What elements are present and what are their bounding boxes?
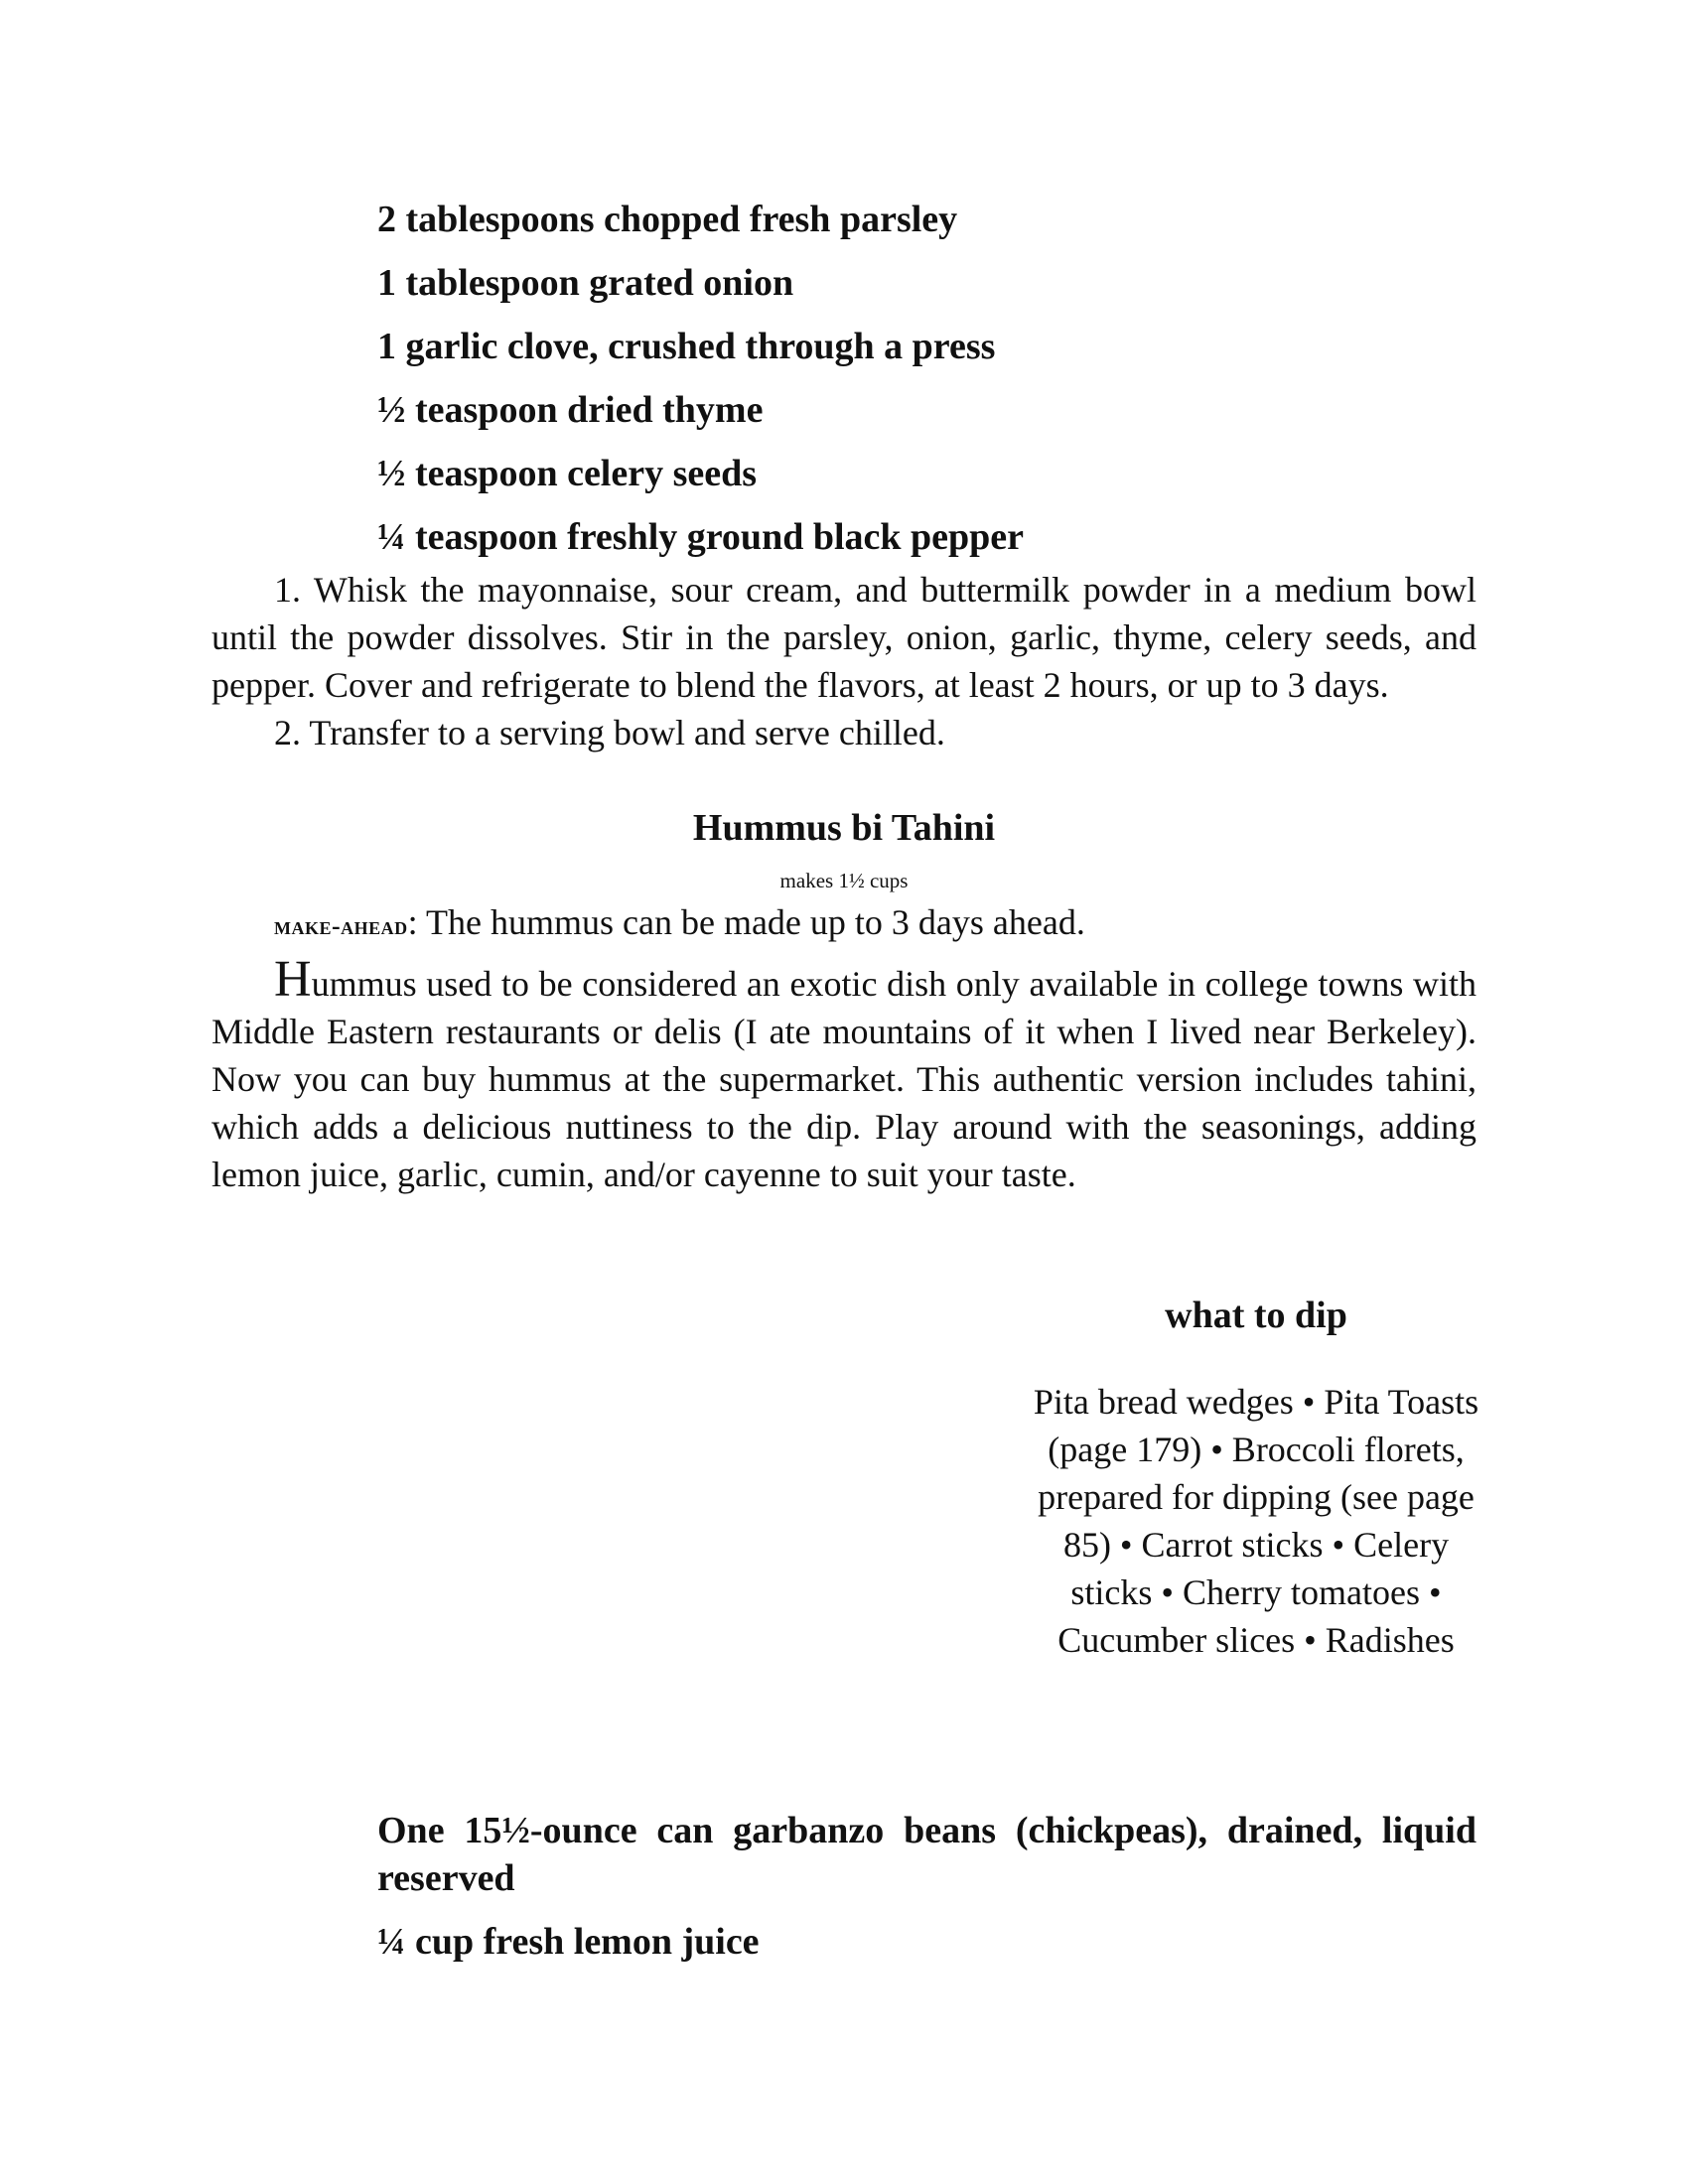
what-to-dip-sidebar bbox=[1033, 1293, 1479, 1664]
recipe-yield: makes 1½ cups bbox=[779, 869, 909, 892]
make-ahead-text: : The hummus can be made up to 3 days ahead. bbox=[407, 902, 1085, 942]
method-steps bbox=[211, 566, 1477, 756]
recipe-intro bbox=[211, 951, 1477, 1198]
ingredient-item: ½ teaspoon dried thyme bbox=[377, 389, 764, 431]
what-to-dip-heading: what to dip bbox=[1165, 1295, 1347, 1336]
ingredient-item: ¼ teaspoon freshly ground black pepper bbox=[377, 516, 1025, 558]
recipe-title: Hummus bi Tahini bbox=[692, 807, 996, 849]
ingredient-item: ½ teaspoon celery seeds bbox=[377, 453, 758, 494]
method-step-2: 2. Transfer to a serving bowl and serve chilled. bbox=[274, 713, 945, 752]
what-to-dip-list: Pita bread wedges • Pita Toasts (page 179) • Broccoli florets, prepared for dipping (see page 85) • Carrot sticks • Celery sticks • Cherry tomatoes • Cucumber slices • Radishes bbox=[1033, 1382, 1479, 1660]
ingredient-item: 2 tablespoons chopped fresh parsley bbox=[377, 199, 958, 240]
ingredient-item: One 15½-ounce can garbanzo beans (chickpeas), drained, liquid reserved bbox=[377, 1810, 1477, 1899]
make-ahead-label: make-ahead bbox=[274, 911, 408, 940]
make-ahead-note bbox=[274, 898, 1477, 950]
method-step-1: 1. Whisk the mayonnaise, sour cream, and buttermilk powder in a medium bowl until the powder dissolves. Stir in the parsley, onion, garlic, thyme, celery seeds, and pepper. Cover and refrigerate to blend the flavors, at least 2 hours, or up to 3 days. bbox=[211, 570, 1477, 705]
intro-dropcap: H bbox=[274, 951, 312, 1008]
ingredient-item: 1 garlic clove, crushed through a press bbox=[377, 326, 996, 367]
ingredient-item: ¼ cup fresh lemon juice bbox=[377, 1921, 760, 1963]
ingredient-list-top bbox=[377, 197, 1470, 578]
ingredient-list-bottom bbox=[377, 1807, 1477, 1981]
intro-text: ummus used to be considered an exotic dish only available in college towns with Middle Eastern restaurants or delis (I ate mountains of it when I lived near Berkeley). Now you can buy hummus at the supermarket. This authentic version includes tahini, which adds a delicious nuttiness to the dip. Play around with the seasonings, adding lemon juice, garlic, cumin, and/or cayenne to suit your taste. bbox=[211, 964, 1477, 1194]
ingredient-item: 1 tablespoon grated onion bbox=[377, 262, 794, 304]
